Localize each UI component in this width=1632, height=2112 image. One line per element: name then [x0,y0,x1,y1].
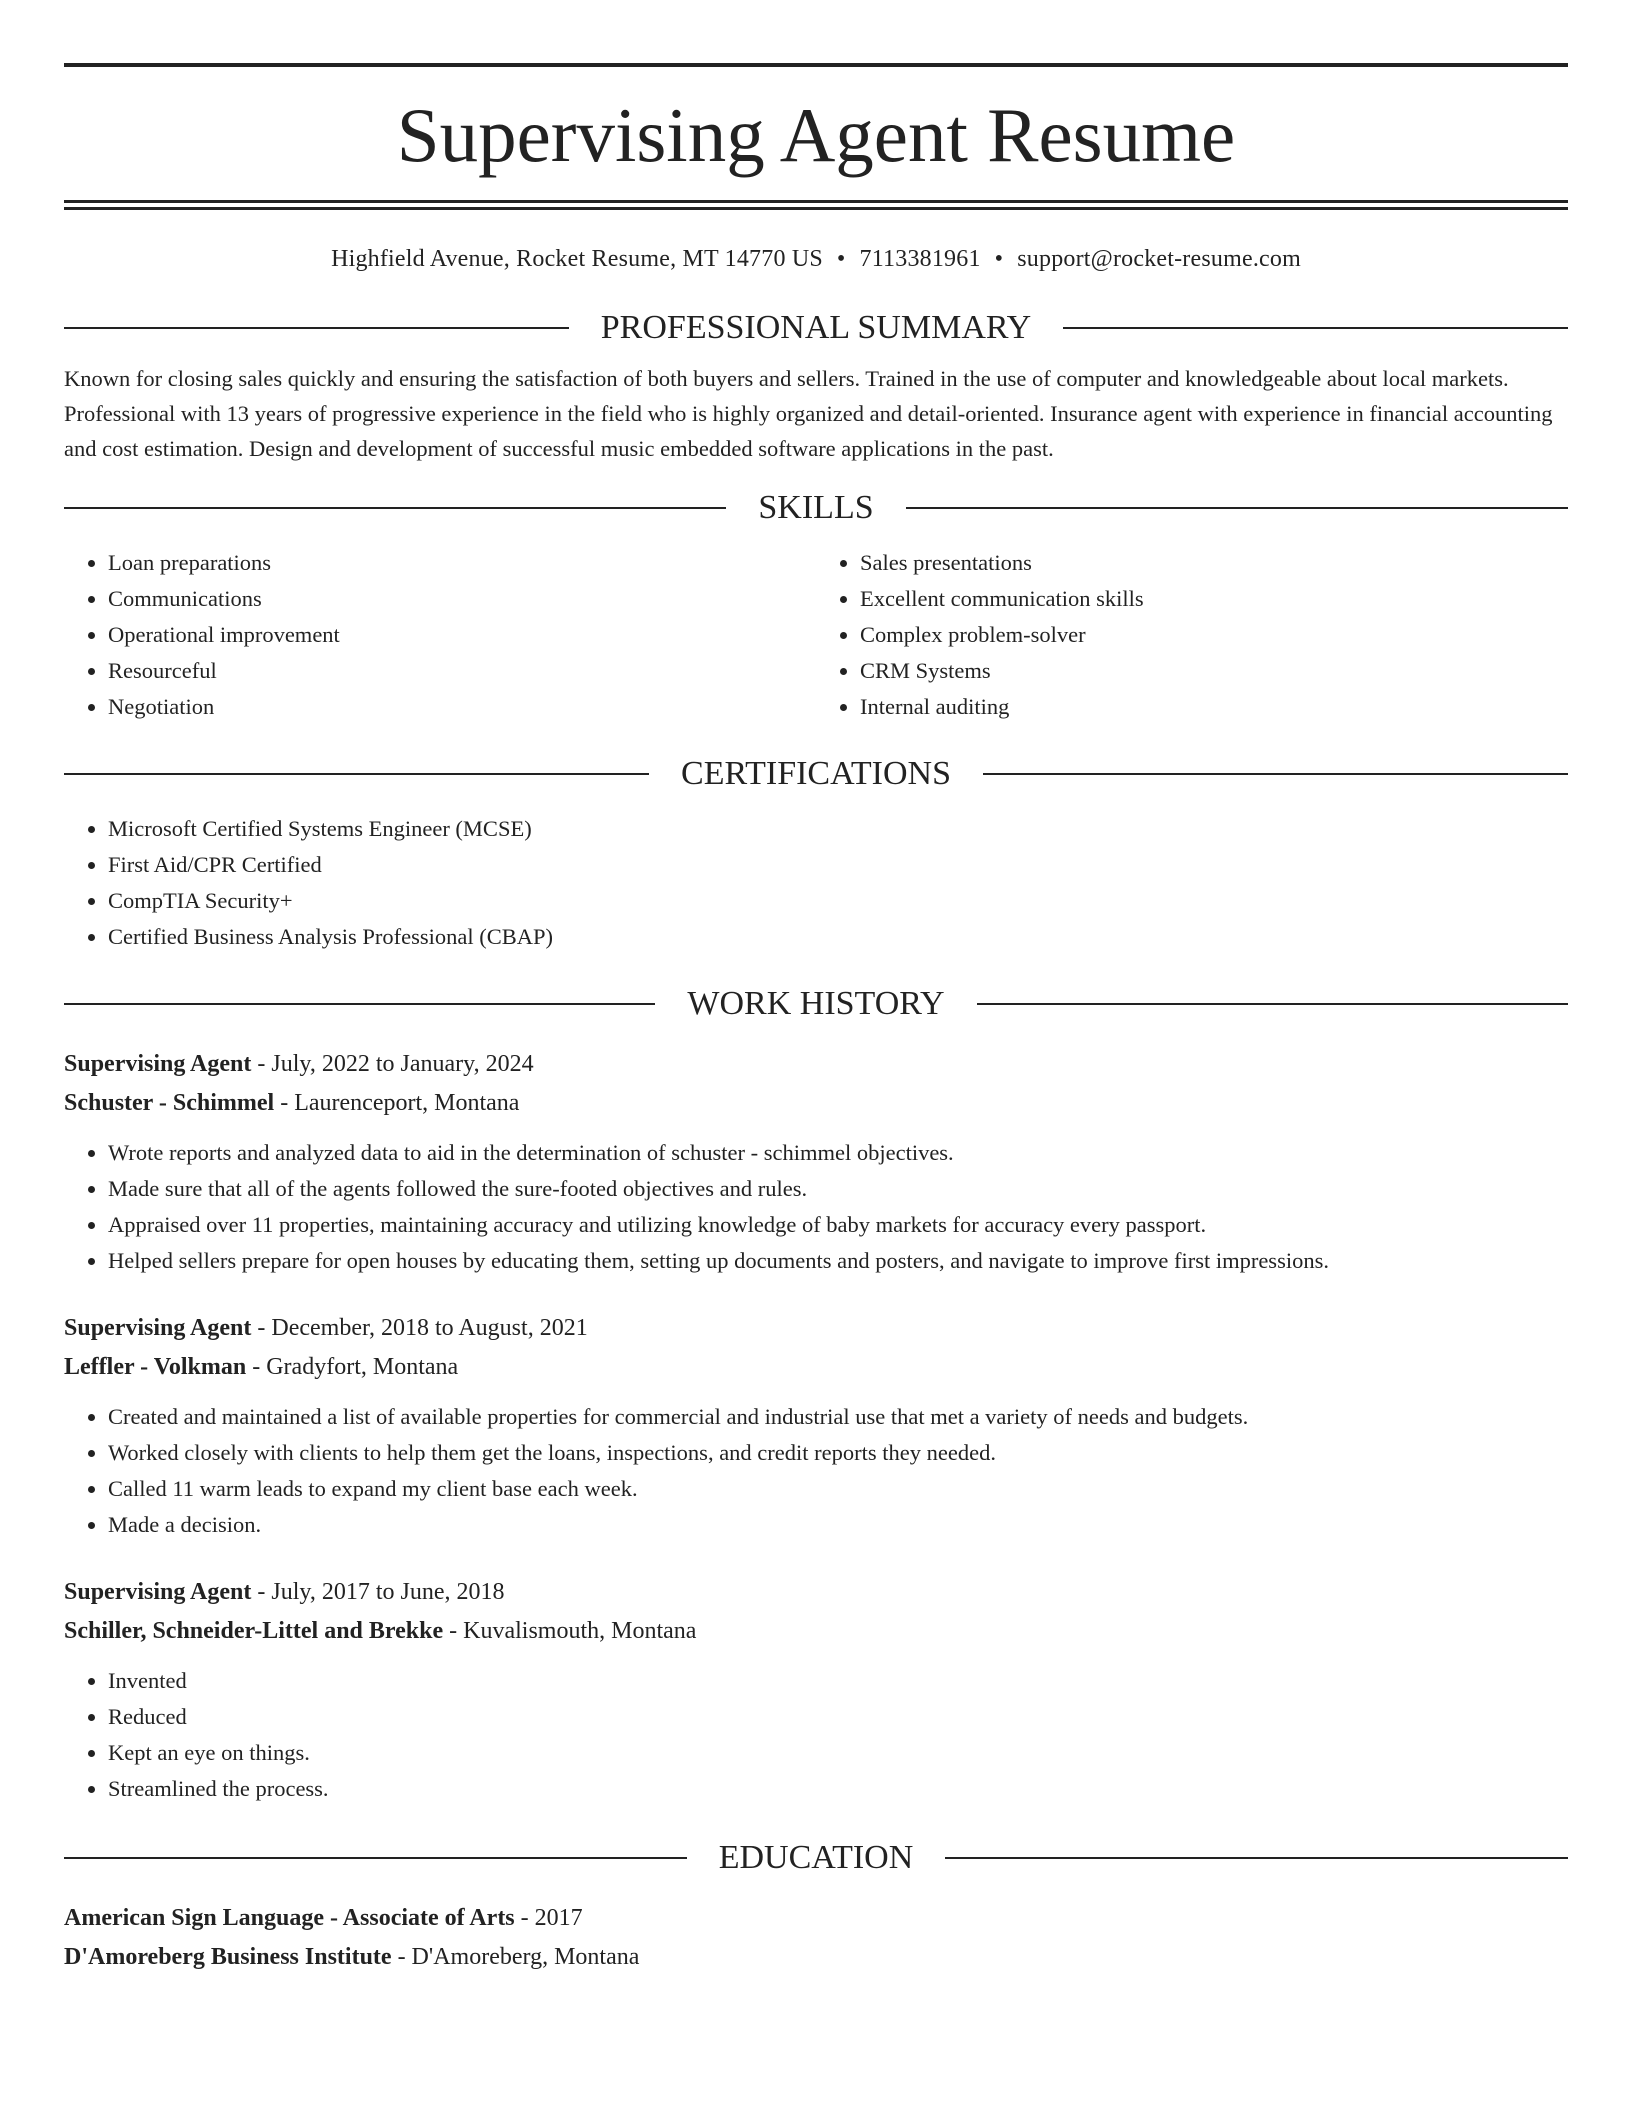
divider [64,1003,655,1005]
job-bullets [64,1663,1568,1807]
skill-item: • Complex problem-solver [860,617,1568,653]
job-entry [64,1309,1568,1543]
job-title: Supervising Agent [64,1050,252,1077]
job-title: Supervising Agent [64,1314,252,1341]
divider [64,327,569,329]
job-dates: - July, 2017 to June, 2018 [251,1578,505,1605]
skill-item: • Internal auditing [860,689,1568,725]
skills-list [64,545,1568,725]
job-company: Leffler - Volkman [64,1353,247,1380]
job-bullet: • Appraised over 11 properties, maintaining accuracy and utilizing knowledge of baby markets for accuracy every passport. [108,1207,1568,1243]
job-company-line [64,1084,1568,1123]
skill-item: • Excellent communication skills [860,581,1568,617]
job-location: - Laurenceport, Montana [274,1089,520,1116]
top-rule [64,63,1568,67]
section-title-education: EDUCATION [718,1838,914,1876]
section-header-work [64,985,1568,1023]
job-bullet: • Streamlined the process. [108,1771,1568,1807]
job-bullet: • Created and maintained a list of available properties for commercial and industrial use that met a variety of needs and budgets. [108,1399,1568,1435]
job-bullet: • Helped sellers prepare for open houses by educating them, setting up documents and posters, and navigate to improve first impressions. [108,1243,1568,1279]
divider [1063,327,1568,329]
divider [983,773,1568,775]
job-title-line [64,1309,1568,1348]
job-company: Schiller, Schneider-Littel and Brekke [64,1617,444,1644]
job-bullet: • Worked closely with clients to help them get the loans, inspections, and credit reports they needed. [108,1435,1568,1471]
job-location: - Kuvalismouth, Montana [443,1617,697,1644]
job-title: Supervising Agent [64,1578,252,1605]
section-header-summary [64,309,1568,347]
skill-item: • Resourceful [108,653,816,689]
section-header-education [64,1839,1568,1877]
contact-separator: • [994,246,1004,272]
job-bullet: • Made sure that all of the agents followed the sure-footed objectives and rules. [108,1171,1568,1207]
contact-phone[interactable]: 7113381961 [859,246,981,272]
summary-text: Known for closing sales quickly and ensuring the satisfaction of both buyers and sellers. Trained in the use of computer and knowledgeable about local markets. Professional with 13 years of progressive experience in the field who is highly organized and detail-oriented. Insurance agent with experience in financial accounting and cost estimation. Design and development of successful music embedded software applications in the past. [64,366,1553,461]
section-title-summary: PROFESSIONAL SUMMARY [600,309,1032,346]
job-bullet: • Made a decision. [108,1507,1568,1543]
divider [906,507,1568,509]
job-bullet: • Invented [108,1663,1568,1699]
job-company-line [64,1348,1568,1387]
education-degree-line [64,1899,1568,1938]
certification-item: • First Aid/CPR Certified [108,847,1568,883]
job-bullet: • Reduced [108,1699,1568,1735]
skill-item: • Negotiation [108,689,816,725]
section-title-work: WORK HISTORY [687,984,945,1022]
job-dates: - July, 2022 to January, 2024 [251,1050,534,1077]
contact-separator: • [836,246,846,272]
divider [64,773,649,775]
skill-item: • Loan preparations [108,545,816,581]
section-header-skills [64,489,1568,527]
divider [64,507,726,509]
job-entry [64,1045,1568,1279]
certification-item: • Microsoft Certified Systems Engineer (MCSE) [108,811,1568,847]
divider [945,1857,1568,1859]
job-bullets [64,1399,1568,1543]
section-header-certifications [64,755,1568,793]
job-title-line [64,1045,1568,1084]
resume-title: Supervising Agent Resume [396,92,1236,178]
job-bullets [64,1135,1568,1279]
skill-item: • Sales presentations [860,545,1568,581]
skill-item: • CRM Systems [860,653,1568,689]
contact-address: Highfield Avenue, Rocket Resume, MT 14770 US [331,246,823,272]
education-location: - D'Amoreberg, Montana [391,1943,640,1970]
job-location: - Gradyfort, Montana [246,1353,459,1380]
skills-column-left [64,545,816,725]
job-company: Schuster - Schimmel [64,1089,275,1116]
section-title-skills: SKILLS [758,488,874,526]
education-school: D'Amoreberg Business Institute [64,1943,392,1970]
skill-item: • Operational improvement [108,617,816,653]
education-school-line [64,1938,1568,1977]
title-double-rule [64,200,1568,210]
job-entry [64,1573,1568,1807]
divider [64,1857,687,1859]
education-year: - 2017 [514,1904,583,1931]
skills-column-right [816,545,1568,725]
divider [977,1003,1568,1005]
job-title-line [64,1573,1568,1612]
certification-item: • CompTIA Security+ [108,883,1568,919]
certification-item: • Certified Business Analysis Professional (CBAP) [108,919,1568,955]
contact-line [64,246,1568,273]
job-company-line [64,1612,1568,1651]
education-degree: American Sign Language - Associate of Arts [64,1904,515,1931]
education-entry [64,1899,1568,1977]
certifications-list [64,811,1568,955]
job-bullet: • Wrote reports and analyzed data to aid in the determination of schuster - schimmel objectives. [108,1135,1568,1171]
job-bullet: • Kept an eye on things. [108,1735,1568,1771]
job-bullet: • Called 11 warm leads to expand my client base each week. [108,1471,1568,1507]
job-dates: - December, 2018 to August, 2021 [251,1314,588,1341]
skill-item: • Communications [108,581,816,617]
contact-email[interactable]: support@rocket-resume.com [1017,246,1301,272]
section-title-certifications: CERTIFICATIONS [681,754,951,792]
